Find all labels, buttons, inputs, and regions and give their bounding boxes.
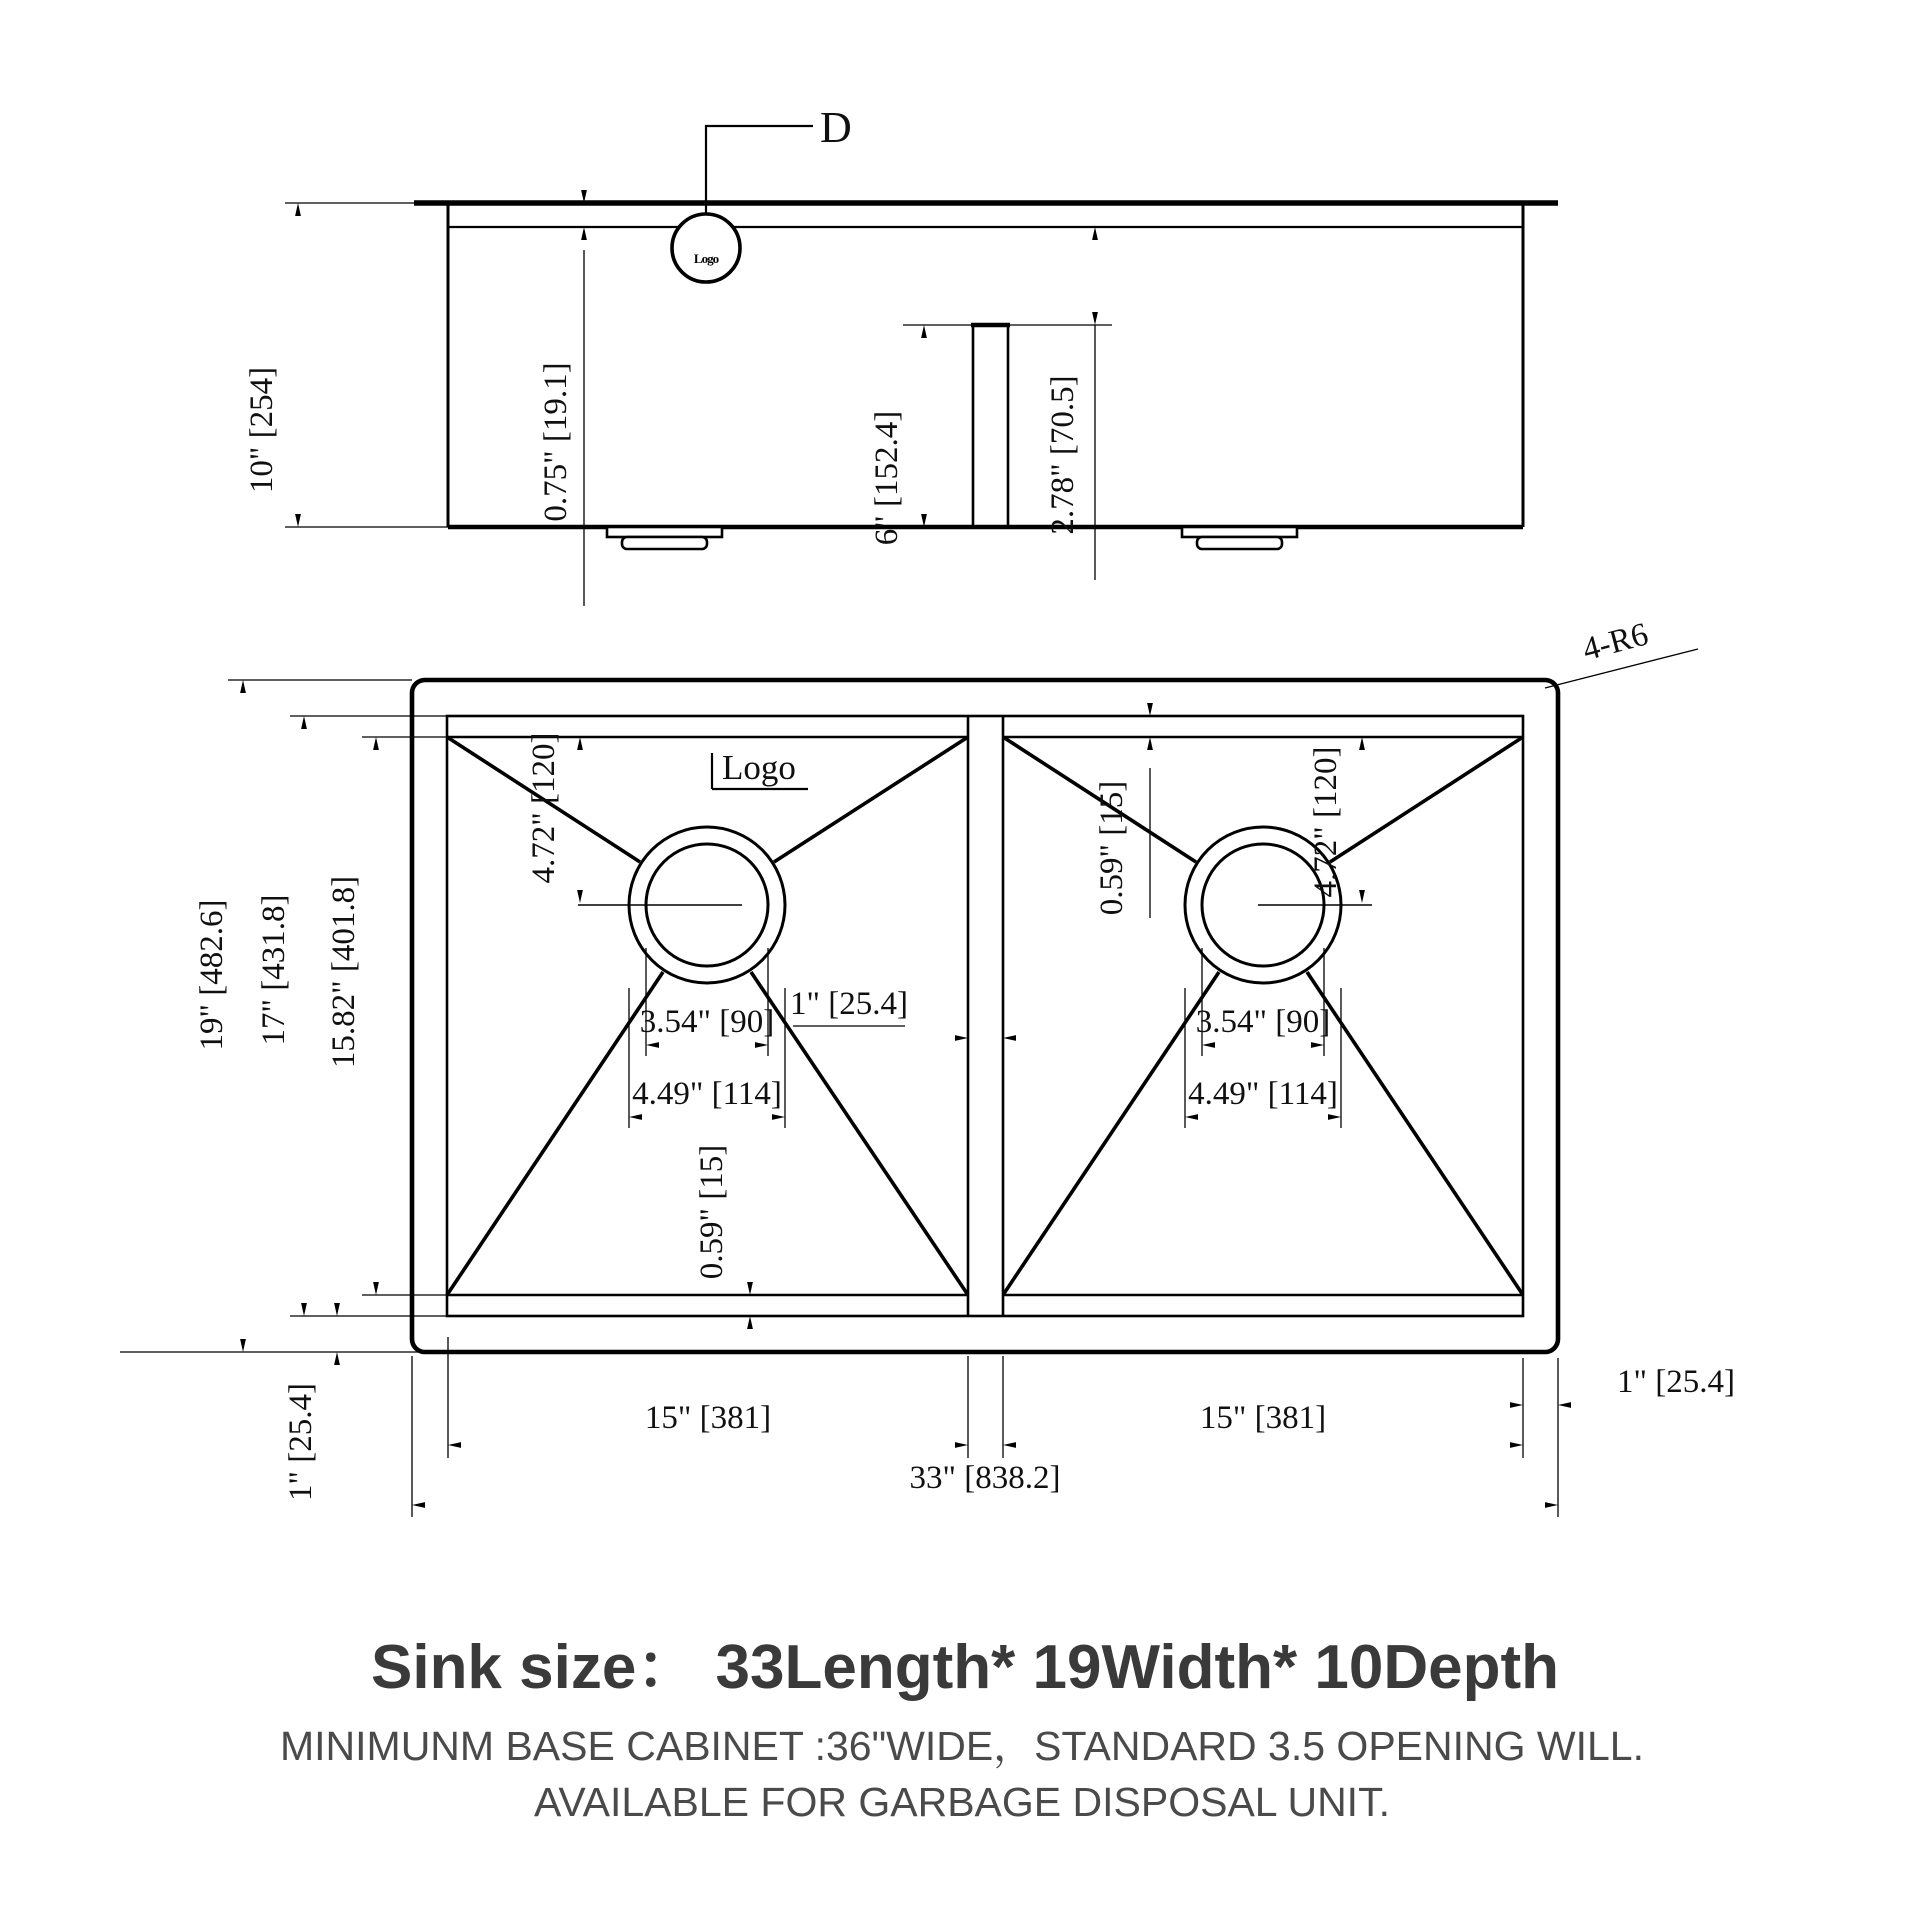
- diagonal: [1307, 972, 1523, 1295]
- section-view: [244, 103, 1558, 606]
- corner-radius-note: [1545, 616, 1698, 688]
- label: 1" [25.4]: [283, 1383, 319, 1501]
- label: 15.82" [401.8]: [326, 875, 362, 1069]
- right-drain-fitting: [1182, 527, 1297, 549]
- diagonal: [447, 972, 663, 1295]
- label: 4.72" [120]: [1308, 746, 1344, 898]
- d-callout-label: D: [820, 103, 852, 152]
- corner-radius-label: 4-R6: [1578, 616, 1652, 669]
- left-drain-body: [622, 537, 707, 549]
- label: 3.54" [90]: [639, 1004, 775, 1040]
- dim-right-bowl-width: [1003, 1356, 1523, 1458]
- dim-rim-right: [1455, 1358, 1735, 1517]
- faucet-hole-circle: [672, 214, 740, 282]
- inner-rect: [447, 716, 1523, 1316]
- dim-divider-height-label: 6" [152.4]: [869, 410, 905, 546]
- cabinet-note: MINIMUNM BASE CABINET :36"WIDE，STANDARD 3.5 OPENING WILL.: [280, 1723, 1644, 1769]
- label: 17" [431.8]: [256, 894, 292, 1046]
- label: 3.54" [90]: [1195, 1004, 1331, 1040]
- left-drain-fitting: [607, 527, 722, 549]
- label: 1" [25.4]: [790, 986, 908, 1022]
- footer: [280, 1633, 1644, 1825]
- label: 19" [482.6]: [194, 899, 230, 1051]
- disposal-note: AVAILABLE FOR GARBAGE DISPOSAL UNIT.: [534, 1779, 1390, 1825]
- plan-view: [120, 616, 1735, 1517]
- dim-depth: [244, 203, 298, 527]
- dim-bottom-bowl-inset: [694, 1132, 750, 1343]
- plan-logo: [712, 748, 808, 789]
- right-drain-flange: [1182, 527, 1297, 537]
- right-drain-body: [1197, 537, 1282, 549]
- diagonal: [1330, 737, 1523, 862]
- dim-right-drain-offset: [1308, 737, 1362, 903]
- label: 1" [25.4]: [1617, 1364, 1735, 1400]
- dim-left-bowl-width: [448, 1337, 968, 1458]
- dim-divider-drop-label: 2.78" [70.5]: [1045, 375, 1081, 535]
- dim-divider-height: [869, 325, 971, 545]
- label: 4.49" [114]: [632, 1076, 782, 1112]
- label: 4.72" [120]: [526, 732, 562, 884]
- dim-divider-thickness: [790, 986, 1072, 1038]
- dim-rim-drop-label: 0.75" [19.1]: [538, 362, 574, 522]
- label: 0.59" [15]: [1094, 780, 1130, 916]
- dim-overall-length: [412, 1356, 1558, 1517]
- label: 15" [381]: [1199, 1400, 1327, 1436]
- dim-depth-label: 10" [254]: [244, 366, 280, 494]
- dim-rim-drop: [538, 158, 584, 606]
- label: 4.49" [114]: [1188, 1076, 1338, 1112]
- dim-top-bowl-inset: [1094, 686, 1150, 918]
- label: 33" [838.2]: [909, 1460, 1061, 1496]
- dim-bowl-depth: [326, 737, 447, 1295]
- dim-overall-width: [120, 680, 640, 1352]
- sink-size-title: Sink size： 33Length* 19Width* 10Depth: [370, 1633, 1560, 1702]
- label: 15" [381]: [644, 1400, 772, 1436]
- diagonal: [1003, 972, 1219, 1295]
- diagonal: [774, 737, 968, 862]
- label: 0.59" [15]: [694, 1144, 730, 1280]
- left-drain-flange: [607, 527, 722, 537]
- outer-rim-rect: [412, 680, 1558, 1352]
- faucet-logo-text: Logo: [693, 251, 719, 266]
- plan-logo-text: Logo: [722, 748, 796, 787]
- dim-rim-left: [283, 1268, 337, 1501]
